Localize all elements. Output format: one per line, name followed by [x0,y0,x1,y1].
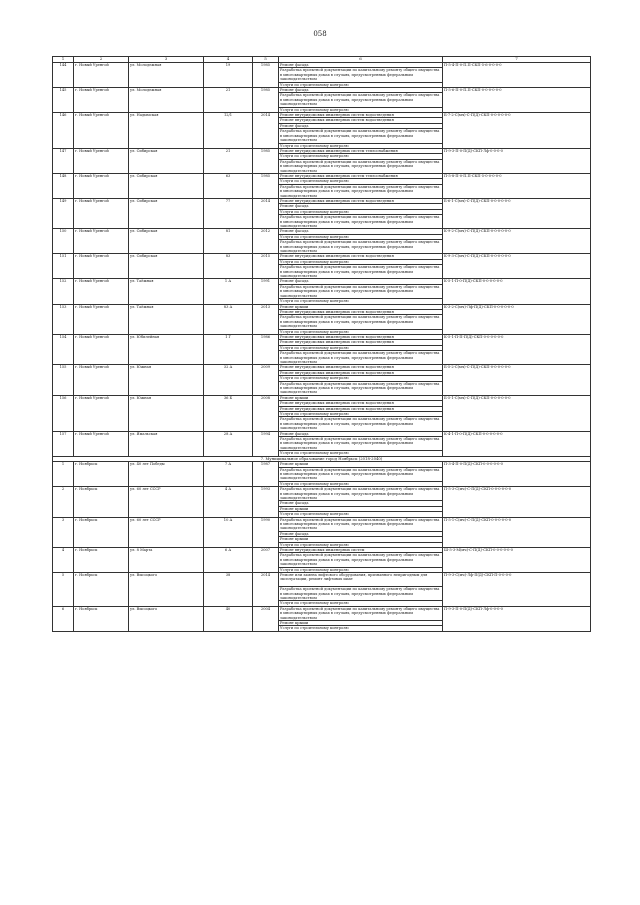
row-number: 2 [53,487,74,517]
row-number: 156 [53,395,74,431]
street-cell: ул. Высоцкого [129,573,204,607]
work-type-cell: Разработка проектной документации по капитальному ремонту общего имущества в многоквартирных домах в случаях, предусмотренных федеральным законодательством [279,184,443,198]
city-cell: г. Новый Уренгой [74,279,129,304]
row-number: 145 [53,88,74,113]
house-cell: 4 А [204,487,253,517]
work-type-cell: Ремонт внутридомовых инженерных систем водоотведения [279,401,443,406]
code-cell: П-9-3-П-0-П(Д)-СКП-Лф-0-0-0-0 [443,606,591,631]
table-row [53,365,591,370]
column-number: 6 [279,57,443,63]
row-number: 6 [53,606,74,631]
code-cell: К-5-1-П-П-П(Д)-СКП-0-0-0-0-0-0 [443,334,591,364]
code-cell: П-3-4-П-0-П(Д)-СКП-0-0-0-0-0-0 [443,462,591,487]
table-row [53,548,591,553]
city-cell: г. Новый Уренгой [74,395,129,431]
work-type-cell: Ремонт фасада [279,88,443,93]
city-cell: г. Ноябрьск [74,548,129,573]
street-cell: ул. Надымская [129,113,204,149]
work-type-cell: Услуги по строительному контролю [279,209,443,214]
work-type-cell: Ремонт фасада [279,123,443,128]
section-noyabrsk [53,462,591,632]
section-title: 7. Муниципальное образование город Ноябрьск (2018-2040) [53,456,591,461]
house-cell: 19 [204,63,253,88]
year-cell: 2004 [253,606,279,631]
house-cell: 1 А [204,279,253,304]
work-type-cell: Ремонт внутридомовых инженерных систем водоотведения [279,118,443,123]
street-cell: ул. Сибирская [129,173,204,198]
work-type-cell: Ремонт фасада [279,204,443,209]
work-type-cell: Разработка проектной документации по капитальному ремонту общего имущества в многоквартирных домах в случаях, предусмотренных федеральным законодательством [279,215,443,229]
work-type-cell: Ремонт внутридомовых инженерных систем водоотведения [279,334,443,339]
street-cell: ул. Молодежная [129,88,204,113]
work-type-cell: Услуги по строительному контролю [279,412,443,417]
row-number: 3 [53,517,74,547]
work-type-cell: Ремонт фасада [279,431,443,436]
work-type-cell: Ремонт фасада [279,63,443,68]
year-cell: 1985 [253,173,279,198]
work-type-cell: Ремонт внутридомовых инженерных систем водоотведения [279,113,443,118]
street-cell: ул. Таёжная [129,279,204,304]
year-cell: 1994 [253,431,279,456]
street-cell: ул. Сибирская [129,198,204,228]
work-type-cell: Ремонт фасада [279,229,443,234]
year-cell: 2013 [253,304,279,334]
city-cell: г. Новый Уренгой [74,88,129,113]
year-cell: 1985 [253,63,279,88]
table-row [53,254,591,259]
house-cell: 21 [204,148,253,173]
row-number: 5 [53,573,74,607]
work-type-cell: Ремонт внутридомовых инженерных систем водоотведения [279,254,443,259]
work-type-cell: Ремонт фасада [279,501,443,506]
work-type-cell: Ремонт или замена лифтового оборудования, признанного непригодным для эксплуатации, ремонт лифтовых шахт [279,573,443,587]
work-type-cell: Ремонт крыши [279,304,443,309]
street-cell: ул. 60 лет СССР [129,517,204,547]
work-type-cell: Ремонт фасада [279,279,443,284]
table-row [53,334,591,339]
street-cell: ул. Сибирская [129,148,204,173]
city-cell: г. Новый Уренгой [74,254,129,279]
row-number: 151 [53,254,74,279]
city-cell: г. Новый Уренгой [74,431,129,456]
work-type-cell: Ремонт внутридомовых инженерных систем водоотведения [279,340,443,345]
house-cell: 38 [204,573,253,607]
row-number: 150 [53,229,74,254]
house-cell: 32 А [204,365,253,395]
year-cell: 2014 [253,573,279,607]
table-row [53,148,591,153]
work-type-cell: Ремонт крыши [279,621,443,626]
work-type-cell: Разработка проектной документации по капитальному ремонту общего имущества в многоквартирных домах в случаях, предусмотренных федеральным законодательством [279,68,443,82]
year-cell: 2012 [253,229,279,254]
work-type-cell: Ремонт внутридомовых инженерных систем теплоснабжения [279,173,443,178]
city-cell: г. Новый Уренгой [74,334,129,364]
year-cell: 2007 [253,548,279,573]
work-type-cell: Разработка проектной документации по капитальному ремонту общего имущества в многоквартирных домах в случаях, предусмотренных федеральным законодательством [279,437,443,451]
row-number: 4 [53,548,74,573]
house-cell: 83 [204,254,253,279]
work-type-cell: Услуги по строительному контролю [279,542,443,547]
house-cell: 36 Б [204,395,253,431]
city-cell: г. Ноябрьск [74,487,129,517]
code-cell: Б-5-2-С(мч)-С-П(Д)-СКП-0-0-0-0-0-0 [443,365,591,395]
row-number: 144 [53,63,74,88]
work-type-cell: Разработка проектной документации по капитальному ремонту общего имущества в многоквартирных домах в случаях, предусмотренных федеральным законодательством [279,351,443,365]
city-cell: г. Новый Уренгой [74,365,129,395]
work-type-cell: Услуги по строительному контролю [279,179,443,184]
city-cell: г. Новый Уренгой [74,304,129,334]
work-type-cell: Услуги по строительному контролю [279,376,443,381]
row-number: 154 [53,334,74,364]
work-type-cell: Услуги по строительному контролю [279,259,443,264]
year-cell: 2014 [253,198,279,228]
work-type-cell: Услуги по строительному контролю [279,299,443,304]
code-cell: П-5-4-П-0-П.П-СКП-5-6-0-0-0-0 [443,63,591,88]
year-cell: 1993 [253,487,279,517]
code-cell: П-5-3-С(мч)-С-П(Д)-СКП-0-0-0-0-0-0 [443,487,591,517]
work-type-cell: Разработка проектной документации по капитальному ремонту общего имущества в многоквартирных домах в случаях, предусмотренных федеральным законодательством [279,240,443,254]
work-type-cell: Услуги по строительному контролю [279,107,443,112]
house-cell: 7 А [204,462,253,487]
table-row [53,173,591,178]
work-type-cell: Разработка проектной документации по капитальному ремонту общего имущества в многоквартирных домах в случаях, предусмотренных федеральным законодательством [279,606,443,620]
code-cell: Ш-5-3-М(мч)-С-П(Д)-СКП-0-0-0-0-0-0 [443,548,591,573]
work-type-cell: Ремонт крыши [279,395,443,400]
work-type-cell: Разработка проектной документации по капитальному ремонту общего имущества в многоквартирных домах в случаях, предусмотренных федеральным законодательством [279,93,443,107]
work-type-cell: Услуги по строительному контролю [279,481,443,486]
house-cell: 63 [204,173,253,198]
table-row [53,113,591,118]
work-type-cell: Ремонт внутридомовых инженерных систем водоотведения [279,198,443,203]
work-type-cell: Разработка проектной документации по капитальному ремонту общего имущества в многоквартирных домах в случаях, предусмотренных федеральным законодательством [279,129,443,143]
street-cell: ул. 8 Марта [129,548,204,573]
code-cell: Б-5-1-С(мч)-С-П(Д)-СКП-0-0-0-0-0-0 [443,395,591,431]
column-number: 5 [253,57,279,63]
city-cell: г. Новый Уренгой [74,63,129,88]
street-cell: ул. Юбилейная [129,334,204,364]
work-type-cell: Ремонт фасада [279,531,443,536]
work-type-cell: Услуги по строительному контролю [279,626,443,631]
column-number: 1 [53,57,74,63]
city-cell: г. Новый Уренгой [74,229,129,254]
work-type-cell: Разработка проектной документации по капитальному ремонту общего имущества в многоквартирных домах в случаях, предусмотренных федеральным законодательством [279,517,443,531]
city-cell: г. Ноябрьск [74,573,129,607]
code-cell: П-5-8-П-0-П.П-СКП-5-0-0-0-0-0 [443,173,591,198]
street-cell: ул. Южная [129,365,204,395]
row-number: 153 [53,304,74,334]
column-number: 7 [443,57,591,63]
city-cell: г. Ноябрьск [74,517,129,547]
city-cell: г. Новый Уренгой [74,148,129,173]
column-number: 2 [74,57,129,63]
code-cell: К-4-1-П-0-П(Д)-СКП-0-0-0-0-0-0 [443,431,591,456]
work-type-cell: Услуги по строительному контролю [279,567,443,572]
house-cell: 6 А [204,548,253,573]
street-cell: ул. Сибирская [129,254,204,279]
code-cell: Б-6-1-С(мч)-С-П(Д)-СКП-0-0-0-0-0-0 [443,198,591,228]
table-row [53,198,591,203]
work-type-cell: Ремонт внутридомовых инженерных систем водоотведения [279,370,443,375]
row-number: 155 [53,365,74,395]
table-row [53,573,591,587]
code-cell: К-9-2-С(мч)-С-П(Д)-СКП-0-0-0-0-0-0 [443,229,591,254]
year-cell: 1991 [253,279,279,304]
code-cell: П-9-3-П-0-П(Д)-СКП-Лф-0-0-0-0 [443,148,591,173]
work-type-cell: Услуги по строительному контролю [279,601,443,606]
city-cell: г. Новый Уренгой [74,173,129,198]
work-type-cell: Услуги по строительному контролю [279,329,443,334]
street-cell: ул. Таёжная [129,304,204,334]
street-cell: ул. Высоцкого [129,606,204,631]
row-number: 147 [53,148,74,173]
street-cell: ул. Ямальская [129,431,204,456]
table-row [53,487,591,501]
row-number: 149 [53,198,74,228]
street-cell: ул. Сибирская [129,229,204,254]
year-cell: 1990 [253,517,279,547]
code-cell: К-3-2-С(мч)-Лф-П(Д)-СКП-0-0-0-0-0-0 [443,304,591,334]
work-type-cell: Разработка проектной документации по капитальному ремонту общего имущества в многоквартирных домах в случаях, предусмотренных федеральным законодательством [279,553,443,567]
code-cell: П-9-3-С(мч)-Лф-П(Д)-СКП-П-0-0-0-0 [443,573,591,607]
house-cell: 12/1 [204,113,253,149]
city-cell: г. Ноябрьск [74,606,129,631]
work-type-cell: Разработка проектной документации по капитальному ремонту общего имущества в многоквартирных домах в случаях, предусмотренных федеральным законодательством [279,284,443,298]
year-cell: 2015 [253,254,279,279]
year-cell: 2008 [253,395,279,431]
page-number: 058 [313,30,327,38]
work-type-cell: Услуги по строительному контролю [279,234,443,239]
work-type-cell: Разработка проектной документации по капитальному ремонту общего имущества в многоквартирных домах в случаях, предусмотренных федеральным законодательством [279,487,443,501]
row-number: 157 [53,431,74,456]
register-table [52,56,591,632]
work-type-cell: Разработка проектной документации по капитальному ремонту общего имущества в многоквартирных домах в случаях, предусмотренных федеральным законодательством [279,265,443,279]
work-type-cell: Разработка проектной документации по капитальному ремонту общего имущества в многоквартирных домах в случаях, предусмотренных федеральным законодательством [279,381,443,395]
work-type-cell: Ремонт внутридомовых инженерных систем водоотведения [279,309,443,314]
work-type-cell: Услуги по строительному контролю [279,82,443,87]
house-cell: 28 А [204,431,253,456]
code-cell: К-9-3-С(мч)-С-П(Д)-СКП-0-0-0-0-0-0 [443,254,591,279]
work-type-cell: Ремонт внутридомовых инженерных систем водоотведения [279,365,443,370]
city-cell: г. Ноябрьск [74,462,129,487]
column-number: 4 [204,57,253,63]
street-cell: ул. 40 лет Победы [129,462,204,487]
work-type-cell: Услуги по строительному контролю [279,154,443,159]
work-type-cell: Разработка проектной документации по капитальному ремонту общего имущества в многоквартирных домах в случаях, предусмотренных федеральным законодательством [279,315,443,329]
street-cell: ул. Южная [129,395,204,431]
house-cell: 1 Г [204,334,253,364]
house-cell: 81 [204,229,253,254]
house-cell: 77 [204,198,253,228]
section-novy-urengoy [53,63,591,457]
street-cell: ул. Молодежная [129,63,204,88]
work-type-cell: Услуги по строительному контролю [279,451,443,456]
work-type-cell: Ремонт крыши [279,462,443,467]
work-type-cell: Ремонт крыши [279,506,443,511]
row-number: 148 [53,173,74,198]
work-type-cell: Ремонт внутридомовых инженерных систем теплоснабжения [279,148,443,153]
city-cell: г. Новый Уренгой [74,198,129,228]
code-cell: П-5-1-С(мч)-С-П(Д)-СКП-0-0-0-0-0-0 [443,517,591,547]
year-cell: 1985 [253,88,279,113]
table-row [53,517,591,531]
work-type-cell: Разработка проектной документации по капитальному ремонту общего имущества в многоквартирных домах в случаях, предусмотренных федеральным законодательством [279,417,443,431]
year-cell: 1985 [253,148,279,173]
house-cell: 40 [204,606,253,631]
house-cell: 83 А [204,304,253,334]
work-type-cell: Ремонт крыши [279,537,443,542]
year-cell: 1986 [253,334,279,364]
row-number: 1 [53,462,74,487]
house-cell: 21 [204,88,253,113]
street-cell: ул. 60 лет СССР [129,487,204,517]
work-type-cell: Услуги по строительному контролю [279,143,443,148]
work-type-cell: Ремонт внутридомовых инженерных систем водоотведения [279,406,443,411]
work-type-cell: Разработка проектной документации по капитальному ремонту общего имущества в многоквартирных домах в случаях, предусмотренных федеральным законодательством [279,467,443,481]
work-type-cell: Услуги по строительному контролю [279,345,443,350]
code-cell: П-5-6-П-0-П.П-СКП-0-0-0-0-0-0 [443,88,591,113]
year-cell: 1987 [253,462,279,487]
year-cell: 2009 [253,365,279,395]
city-cell: г. Новый Уренгой [74,113,129,149]
row-number: 152 [53,279,74,304]
work-type-cell: Разработка проектной документации по капитальному ремонту общего имущества в многоквартирных домах в случаях, предусмотренных федеральным законодательством [279,159,443,173]
code-cell: К-5-1-П-0-П(Д)-СКП-0-0-0-0-0-0 [443,279,591,304]
row-number: 146 [53,113,74,149]
work-type-cell: Разработка проектной документации по капитальному ремонту общего имущества в многоквартирных домах в случаях, предусмотренных федеральным законодательством [279,587,443,601]
code-cell: Б-7-2-С(мч)-С-П(Д)-СКП-0-0-0-0-0-0 [443,113,591,149]
table-row [53,606,591,620]
column-number: 3 [129,57,204,63]
work-type-cell: Услуги по строительному контролю [279,512,443,517]
year-cell: 2014 [253,113,279,149]
work-type-cell: Ремонт внутридомовых инженерных систем [279,548,443,553]
house-cell: 10 А [204,517,253,547]
